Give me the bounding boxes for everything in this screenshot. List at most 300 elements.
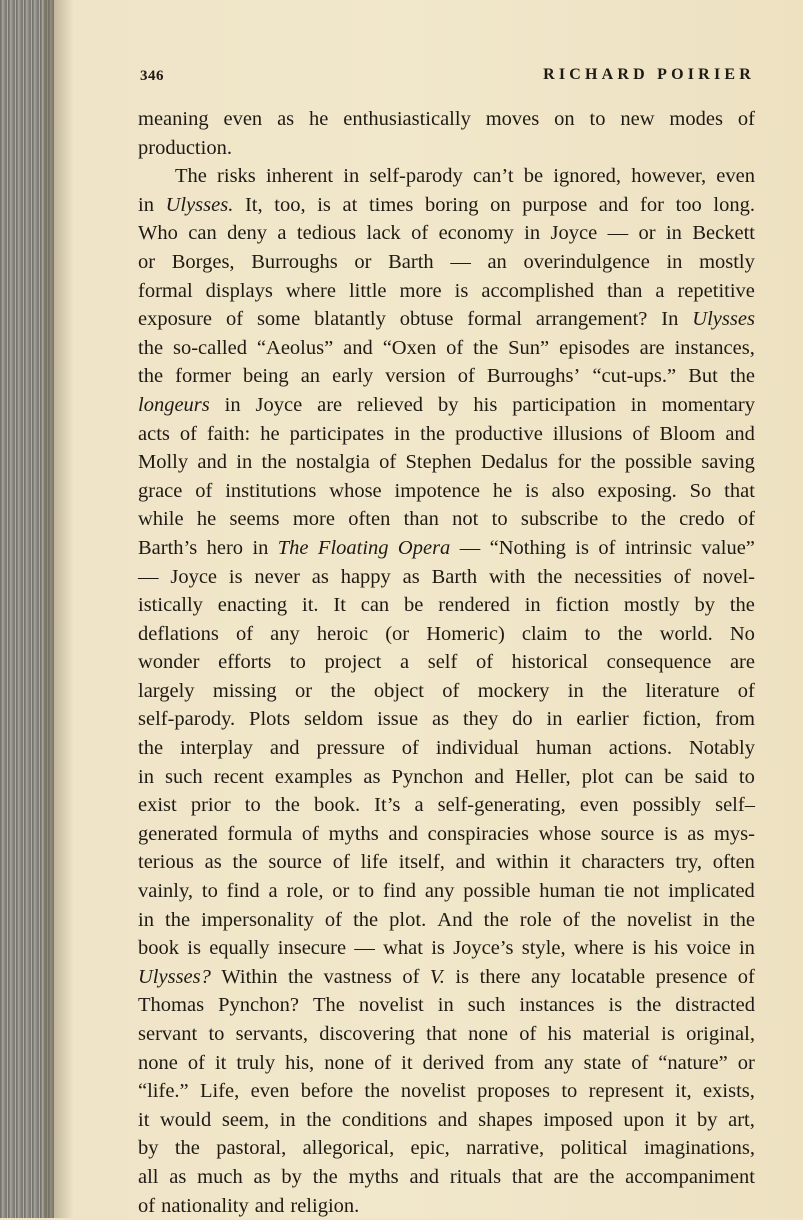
- word: Opera: [397, 536, 451, 559]
- text-line: [138, 677, 755, 706]
- word: any: [424, 880, 455, 903]
- word: instances,: [674, 336, 755, 359]
- word: seem,: [221, 1108, 270, 1131]
- word: or: [295, 679, 313, 702]
- text-line: [138, 248, 755, 277]
- word: plot.: [389, 908, 427, 931]
- word: it,: [675, 1080, 692, 1103]
- word: Joyce: [550, 222, 598, 245]
- word: his: [547, 1023, 572, 1045]
- word: the: [729, 594, 755, 617]
- word: can: [188, 222, 217, 245]
- word: the: [306, 1108, 332, 1131]
- word: world.: [659, 622, 713, 645]
- word: production.: [138, 136, 232, 159]
- word: be: [523, 165, 544, 188]
- word: shapes: [478, 1108, 533, 1131]
- word: in: [279, 1108, 296, 1131]
- word: often: [712, 851, 755, 874]
- running-head: [140, 64, 755, 88]
- word: fiction: [555, 594, 610, 617]
- word: Who: [138, 222, 178, 245]
- word: his: [473, 393, 498, 416]
- word: So: [689, 479, 712, 502]
- word: it.: [302, 594, 319, 617]
- word: as: [687, 822, 705, 845]
- word: version: [385, 365, 446, 388]
- word: by: [437, 393, 459, 416]
- word: and: [455, 851, 486, 874]
- word: the: [138, 365, 164, 388]
- word: formal: [467, 308, 522, 331]
- word: of: [187, 1051, 205, 1074]
- text-line: [138, 334, 755, 363]
- text-line: [138, 477, 755, 506]
- word: But: [688, 365, 718, 388]
- word: Beckett: [692, 222, 755, 245]
- word: Dedalus: [480, 451, 549, 474]
- word: book.: [313, 794, 361, 817]
- word: also: [551, 479, 585, 502]
- word: times: [368, 193, 414, 216]
- word: of: [332, 851, 350, 874]
- word: “Oxen: [382, 336, 437, 359]
- word: deny: [227, 222, 267, 245]
- text-line: [138, 162, 755, 191]
- text-line: [138, 134, 755, 163]
- text-line: [138, 391, 755, 420]
- word: can: [624, 765, 654, 788]
- text-line: [138, 1077, 755, 1106]
- word: modes: [669, 108, 723, 130]
- word: Pynchon?: [218, 994, 299, 1017]
- word: Bloom: [659, 422, 716, 445]
- word: efforts: [218, 651, 272, 674]
- word: self-parody: [369, 165, 463, 188]
- word: conspiracies: [427, 822, 529, 845]
- text-line: [138, 906, 755, 935]
- word: it: [138, 1108, 150, 1131]
- word: formal: [138, 279, 193, 302]
- word: so-called: [172, 336, 247, 359]
- word: narrative,: [466, 1137, 545, 1160]
- word: It’s: [374, 794, 401, 817]
- word: —: [138, 565, 159, 588]
- word: Joyce’s: [453, 937, 514, 960]
- word: individual: [435, 737, 519, 760]
- word: Life,: [200, 1080, 240, 1103]
- running-head-author: RICHARD POIRIER: [543, 66, 755, 83]
- word: as: [277, 108, 295, 130]
- word: meaning: [138, 108, 209, 130]
- word: such: [165, 765, 203, 788]
- word: more: [292, 508, 335, 531]
- word: accompaniment: [625, 1165, 755, 1188]
- word: the: [364, 1080, 390, 1103]
- page-number: 346: [140, 68, 164, 84]
- word: as: [311, 565, 329, 588]
- word: It,: [244, 193, 263, 216]
- word: early: [332, 365, 374, 388]
- word: —: [354, 937, 375, 960]
- word: heroic: [316, 622, 369, 645]
- word: characters: [581, 851, 665, 874]
- word: the: [589, 1165, 615, 1188]
- word: the: [617, 622, 643, 645]
- text-line: [138, 820, 755, 849]
- word: whose: [538, 822, 592, 845]
- word: as: [204, 851, 222, 874]
- word: the: [729, 908, 755, 931]
- text-line: [138, 362, 755, 391]
- word: arrangement?: [535, 308, 648, 331]
- word: in: [630, 393, 647, 416]
- word: itself,: [398, 851, 445, 874]
- word: by: [281, 1165, 302, 1188]
- word: myths: [348, 1165, 399, 1188]
- word: momentary: [661, 393, 755, 416]
- word: Floating: [317, 536, 389, 559]
- word: allegorical,: [302, 1137, 395, 1160]
- word: or: [638, 222, 656, 245]
- text-line: [138, 705, 755, 734]
- word: as: [363, 765, 381, 788]
- word: Sun”: [508, 336, 550, 359]
- word: in: [224, 393, 241, 416]
- word: conditions: [341, 1108, 428, 1131]
- word: participation: [512, 393, 616, 416]
- word: episodes: [559, 336, 630, 359]
- word: exposure: [138, 308, 213, 331]
- word: Pynchon: [391, 765, 464, 788]
- word: religion.: [290, 1194, 360, 1217]
- word: the: [483, 908, 509, 931]
- word: pressure: [316, 737, 385, 760]
- word: they: [462, 708, 499, 731]
- word: even: [250, 1080, 290, 1103]
- word: the: [138, 336, 164, 359]
- word: of: [737, 508, 755, 531]
- word: Plots: [249, 708, 291, 731]
- text-line: [138, 563, 755, 592]
- word: “nature”: [658, 1051, 728, 1074]
- word: the: [537, 565, 563, 588]
- word: And: [437, 908, 473, 931]
- word: state: [583, 1051, 622, 1074]
- word: obtuse: [399, 308, 454, 331]
- word: in: [343, 165, 360, 188]
- word: Barth’s: [138, 536, 198, 559]
- word: in: [665, 222, 682, 245]
- word: and: [343, 336, 373, 359]
- word: for: [640, 193, 664, 216]
- word: hero: [206, 536, 244, 559]
- word: for: [557, 451, 582, 474]
- word: can’t: [472, 165, 514, 188]
- word: are: [553, 1165, 579, 1188]
- word: and: [725, 422, 755, 445]
- word: in: [437, 994, 454, 1017]
- word: self: [427, 651, 458, 674]
- word: Heller,: [515, 765, 571, 788]
- word: longeurs: [138, 393, 210, 416]
- word: “life.”: [138, 1080, 189, 1103]
- word: wonder: [138, 651, 200, 674]
- word: human: [539, 880, 596, 903]
- word: to: [244, 794, 261, 817]
- word: terious: [138, 851, 194, 874]
- text-line: [138, 219, 755, 248]
- word: at: [342, 193, 358, 216]
- text-line: [138, 734, 755, 763]
- word: of: [235, 622, 254, 645]
- word: even: [579, 794, 619, 817]
- word: it: [401, 1051, 413, 1074]
- word: is: [661, 1023, 675, 1045]
- gutter-shadow: [44, 0, 74, 1218]
- word: vainly,: [138, 880, 194, 903]
- word: seldom: [303, 708, 364, 731]
- text-line: [138, 648, 755, 677]
- word: nostalgia: [295, 451, 370, 474]
- word: and: [437, 1108, 468, 1131]
- word: the: [590, 908, 616, 931]
- word: the: [138, 737, 164, 760]
- word: represent: [588, 1080, 664, 1103]
- text-line: [138, 191, 755, 220]
- word: to: [289, 651, 306, 674]
- word: by: [697, 1108, 718, 1131]
- word: and: [197, 451, 228, 474]
- word: displays: [205, 279, 273, 302]
- word: in: [567, 679, 584, 702]
- word: moves: [485, 108, 540, 130]
- word: novelist: [358, 994, 424, 1017]
- word: by: [138, 1137, 159, 1160]
- word: the: [590, 451, 616, 474]
- word: Stephen: [405, 451, 472, 474]
- word: in: [236, 451, 253, 474]
- word: is: [454, 279, 469, 302]
- word: novel-: [702, 565, 755, 588]
- word: in: [524, 594, 541, 617]
- text-line: [138, 1049, 755, 1078]
- word: The: [175, 165, 207, 188]
- word: Notably: [688, 737, 755, 760]
- word: presence: [655, 965, 728, 988]
- word: can: [360, 594, 390, 617]
- word: Burroughs’: [486, 365, 581, 388]
- word: self-generating,: [437, 794, 566, 817]
- word: Barth: [431, 565, 478, 588]
- word: would: [160, 1108, 212, 1131]
- word: and: [254, 1194, 285, 1217]
- word: intrinsic: [624, 536, 693, 559]
- word: exist: [138, 794, 177, 817]
- word: where: [285, 279, 336, 302]
- word: be: [404, 594, 424, 617]
- word: The: [277, 536, 309, 559]
- word: largely: [138, 679, 195, 702]
- word: formula: [227, 822, 293, 845]
- word: instances: [519, 994, 595, 1017]
- word: of: [632, 422, 650, 445]
- word: is: [575, 536, 589, 559]
- word: Joyce: [170, 565, 218, 588]
- text-line: [138, 848, 755, 877]
- word: historical: [511, 651, 588, 674]
- word: before: [300, 1080, 354, 1103]
- word: of: [446, 336, 464, 359]
- word: truly: [236, 1051, 276, 1074]
- word: tedious: [296, 222, 357, 245]
- text-line: [138, 1163, 755, 1192]
- word: to: [561, 1080, 578, 1103]
- word: a: [268, 880, 278, 903]
- word: is: [608, 994, 623, 1017]
- word: Ulysses?: [138, 965, 211, 988]
- word: what: [383, 937, 423, 960]
- word: are: [317, 393, 343, 416]
- word: an: [487, 250, 507, 273]
- word: material: [582, 1023, 650, 1045]
- word: find: [226, 880, 260, 903]
- word: never: [254, 565, 300, 588]
- word: In: [661, 308, 679, 331]
- word: distracted: [675, 994, 755, 1017]
- word: participates: [289, 422, 385, 445]
- word: Ulysses: [692, 308, 755, 331]
- word: Burroughs: [251, 250, 338, 273]
- word: or: [737, 1051, 755, 1074]
- word: any: [270, 622, 300, 645]
- text-line: [138, 277, 755, 306]
- word: literature: [645, 679, 720, 702]
- word: not: [452, 508, 479, 531]
- word: of: [457, 365, 475, 388]
- word: and: [269, 737, 300, 760]
- word: be: [664, 765, 684, 788]
- word: claim: [521, 622, 568, 645]
- word: is: [663, 822, 678, 845]
- word: of: [475, 651, 494, 674]
- word: in: [666, 250, 683, 273]
- word: much: [197, 1165, 243, 1188]
- word: actions.: [608, 737, 672, 760]
- word: with: [488, 565, 526, 588]
- word: are: [729, 651, 755, 674]
- word: “Aeolus”: [256, 336, 334, 359]
- word: of: [225, 308, 244, 331]
- word: little: [348, 279, 387, 302]
- word: of: [737, 965, 755, 988]
- word: novelist: [400, 1080, 466, 1103]
- word: self–: [715, 794, 755, 817]
- word: than: [607, 279, 643, 302]
- word: is: [455, 965, 470, 988]
- word: mockery: [477, 679, 550, 702]
- word: as: [253, 1165, 271, 1188]
- word: ignored,: [553, 165, 622, 188]
- word: illusions: [552, 422, 623, 445]
- word: consequence: [606, 651, 712, 674]
- word: implicated: [668, 880, 755, 903]
- word: as: [431, 708, 450, 731]
- word: No: [729, 622, 755, 645]
- word: possibly: [632, 794, 701, 817]
- word: he: [492, 479, 513, 502]
- word: a: [414, 794, 424, 817]
- word: of: [138, 1194, 156, 1217]
- word: equally: [209, 937, 270, 960]
- word: said: [694, 765, 728, 788]
- text-line: [138, 305, 755, 334]
- word: and: [598, 193, 629, 216]
- word: in: [524, 222, 541, 245]
- word: are: [639, 336, 665, 359]
- word: It: [333, 594, 346, 617]
- word: boring: [424, 193, 479, 216]
- word: where: [573, 937, 624, 960]
- word: risks: [217, 165, 256, 188]
- word: economy: [438, 222, 514, 245]
- word: of: [324, 908, 342, 931]
- word: the: [353, 908, 379, 931]
- word: grace: [138, 479, 183, 502]
- word: former: [175, 365, 231, 388]
- word: even: [716, 165, 755, 188]
- body-text: [138, 105, 755, 1220]
- word: productive: [455, 422, 543, 445]
- word: as: [169, 1165, 187, 1188]
- text-line: [138, 1106, 755, 1135]
- word: nationality: [161, 1194, 249, 1217]
- word: Thomas: [138, 994, 205, 1017]
- word: “Nothing: [489, 536, 566, 559]
- word: too,: [274, 193, 306, 216]
- word: however,: [631, 165, 707, 188]
- word: servants,: [235, 1023, 308, 1045]
- word: such: [467, 994, 506, 1017]
- word: rituals: [449, 1165, 502, 1188]
- word: imaginations,: [643, 1137, 755, 1160]
- word: in: [394, 422, 411, 445]
- word: is: [317, 193, 331, 216]
- word: is: [431, 937, 445, 960]
- word: the: [165, 908, 191, 931]
- word: and: [388, 822, 419, 845]
- word: the: [274, 794, 300, 817]
- word: mys-: [713, 822, 755, 845]
- word: The: [312, 994, 345, 1017]
- word: in: [252, 536, 269, 559]
- text-line: [138, 448, 755, 477]
- word: subscribe: [520, 508, 599, 531]
- word: role: [519, 908, 552, 931]
- word: of: [737, 679, 755, 702]
- word: credo: [679, 508, 725, 531]
- word: the: [330, 679, 356, 702]
- word: from: [715, 708, 755, 731]
- word: acts: [138, 422, 170, 445]
- word: accomplished: [481, 279, 595, 302]
- word: in: [138, 193, 154, 216]
- word: within: [496, 851, 549, 874]
- word: of: [673, 565, 691, 588]
- word: any: [543, 1051, 574, 1074]
- word: myths: [328, 822, 379, 845]
- word: deflations: [138, 622, 219, 645]
